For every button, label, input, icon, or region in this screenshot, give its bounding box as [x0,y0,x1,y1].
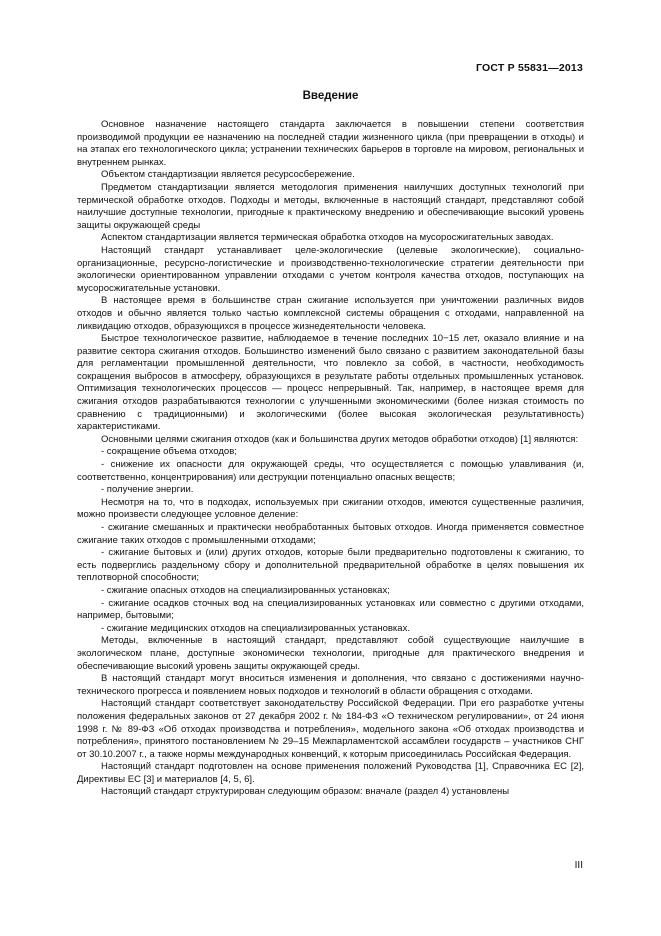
paragraph: Настоящий стандарт подготовлен на основе применения положений Руководства [1], Справочника ЕС [2], Директивы ЕС [3] и материалов [4, 5, 6]. [77,761,584,785]
paragraph: Быстрое технологическое развитие, наблюдаемое в течение последних 10−15 лет, оказало влияние и на развитие сектора сжигания отходов. Большинство изменений было связано с развитием законодательной базы для регламентации промышленной деятельности, что повлекло за собой, в частности, необходимость сокращения выбросов в атмосферу, образующихся в результате работы отдельных промышленных установок. Оптимизация технологических процессов — процесс непрерывный. Так, например, в настоящее время для сжигания отходов разрабатываются технологии с улучшенными экономическими (более низкая стоимость по сравнению с традиционными) и экологическими (более высокая экологическая результативность) характеристиками. [77,333,584,433]
list-item: - сжигание опасных отходов на специализированных установках; [101,584,390,596]
document-header: ГОСТ Р 55831—2013 [475,62,583,74]
document-body [77,119,584,799]
page-number: III [574,860,583,871]
paragraph: Несмотря на то, что в подходах, используемых при сжигании отходов, имеются существенные различия, можно произвести следующее условное деление: [77,496,584,521]
paragraph: В настоящий стандарт могут вноситься изменения и дополнения, что связано с достижениями научно-технического прогресса и появлением новых подходов и технологий в области обращения с отходами. [77,673,584,697]
list-item: - получение энергии. [101,484,194,496]
paragraph: Настоящий стандарт устанавливает целе-экологические (целевые экологические), социально-организационные, ресурсно-логистические и производственно-технологические стратегии деятельности при экологически ориентированном управлении отходами с учетом контроля качества отходов, поступающих на мусоросжигательные установки. [77,244,584,294]
page-title: Введение [302,90,359,102]
list-item: - сжигание бытовых и (или) других отходов, которые были предварительно подготовлены к сжиганию, то есть подверглись раздельному сбору и дополнительной предварительной обработке в целях повышения их теплотворной способности; [77,547,584,584]
paragraph: В настоящее время в большинстве стран сжигание используется при уничтожении различных видов отходов и обычно является только частью комплексной системы обращения с отходами, направленной на ликвидацию отходов, образующихся в процессе жизнедеятельности человека. [77,295,584,332]
list-item: - сжигание осадков сточных вод на специализированных установках или совместно с другими отходами, например, бытовыми; [77,597,584,622]
paragraph: Основными целями сжигания отходов (как и большинства других методов обработки отходов) [1] являются: [101,433,579,445]
list-item: - снижение их опасности для окружающей среды, что осуществляется с помощью улавливания (и, соответственно, концентрирования) или деструкции потенциально опасных веществ; [77,459,584,483]
paragraph: Настоящий стандарт структурирован следующим образом: вначале (раздел 4) установлены [101,786,510,798]
paragraph: Методы, включенные в настоящий стандарт, представляют собой существующие наилучшие в экологическом плане, доступные экономически технологии, пригодные для практического внедрения и обеспечивающие высокий уровень защиты окружающей среды. [77,635,584,672]
paragraph: Объектом стандартизации является ресурсосбережение. [101,169,355,181]
list-item: - сжигание смешанных и практически необработанных бытовых отходов. Иногда применяется совместное сжигание таких отходов с промышленными отходами; [77,522,584,546]
paragraph: Аспектом стандартизации является термическая обработка отходов на мусоросжигательных заводах. [101,232,554,244]
paragraph: Предметом стандартизации является методология применения наилучших доступных технологий при термической обработке отходов. Подходы и методы, включенные в настоящий стандарт, представляют собой наилучшие доступные технологии, пригодные к практическому внедрению и обеспечивающие высокий уровень защиты окружающей среды [77,181,584,231]
paragraph: Настоящий стандарт соответствует законодательству Российской Федерации. При его разработке учтены положения федеральных законов от 27 декабря 2002 г. № 184-ФЗ «О техническом регулировании», от 24 июня 1998 г. № 89-ФЗ «Об отходах производства и потребления», модельного закона «Об отходах производства и потребления», принятого постановлением № 29–15 Межпарламентской ассамблеи государств – участников СНГ от 30.10.2007 г., а также нормы международных конвенций, к которым присоединилась Российская Федерация. [77,698,584,760]
list-item: - сжигание медицинских отходов на специализированных установках. [101,622,410,634]
list-item: - сокращение объема отходов; [101,446,237,458]
paragraph: Основное назначение настоящего стандарта заключается в повышении степени соответствия производимой продукции ее назначению на последней стадии жизненного цикла (при превращении в отходы) и на этапах его технологического цикла; устранении технических барьеров в торговле на мировом, региональных и внутреннем рынках. [77,119,584,168]
